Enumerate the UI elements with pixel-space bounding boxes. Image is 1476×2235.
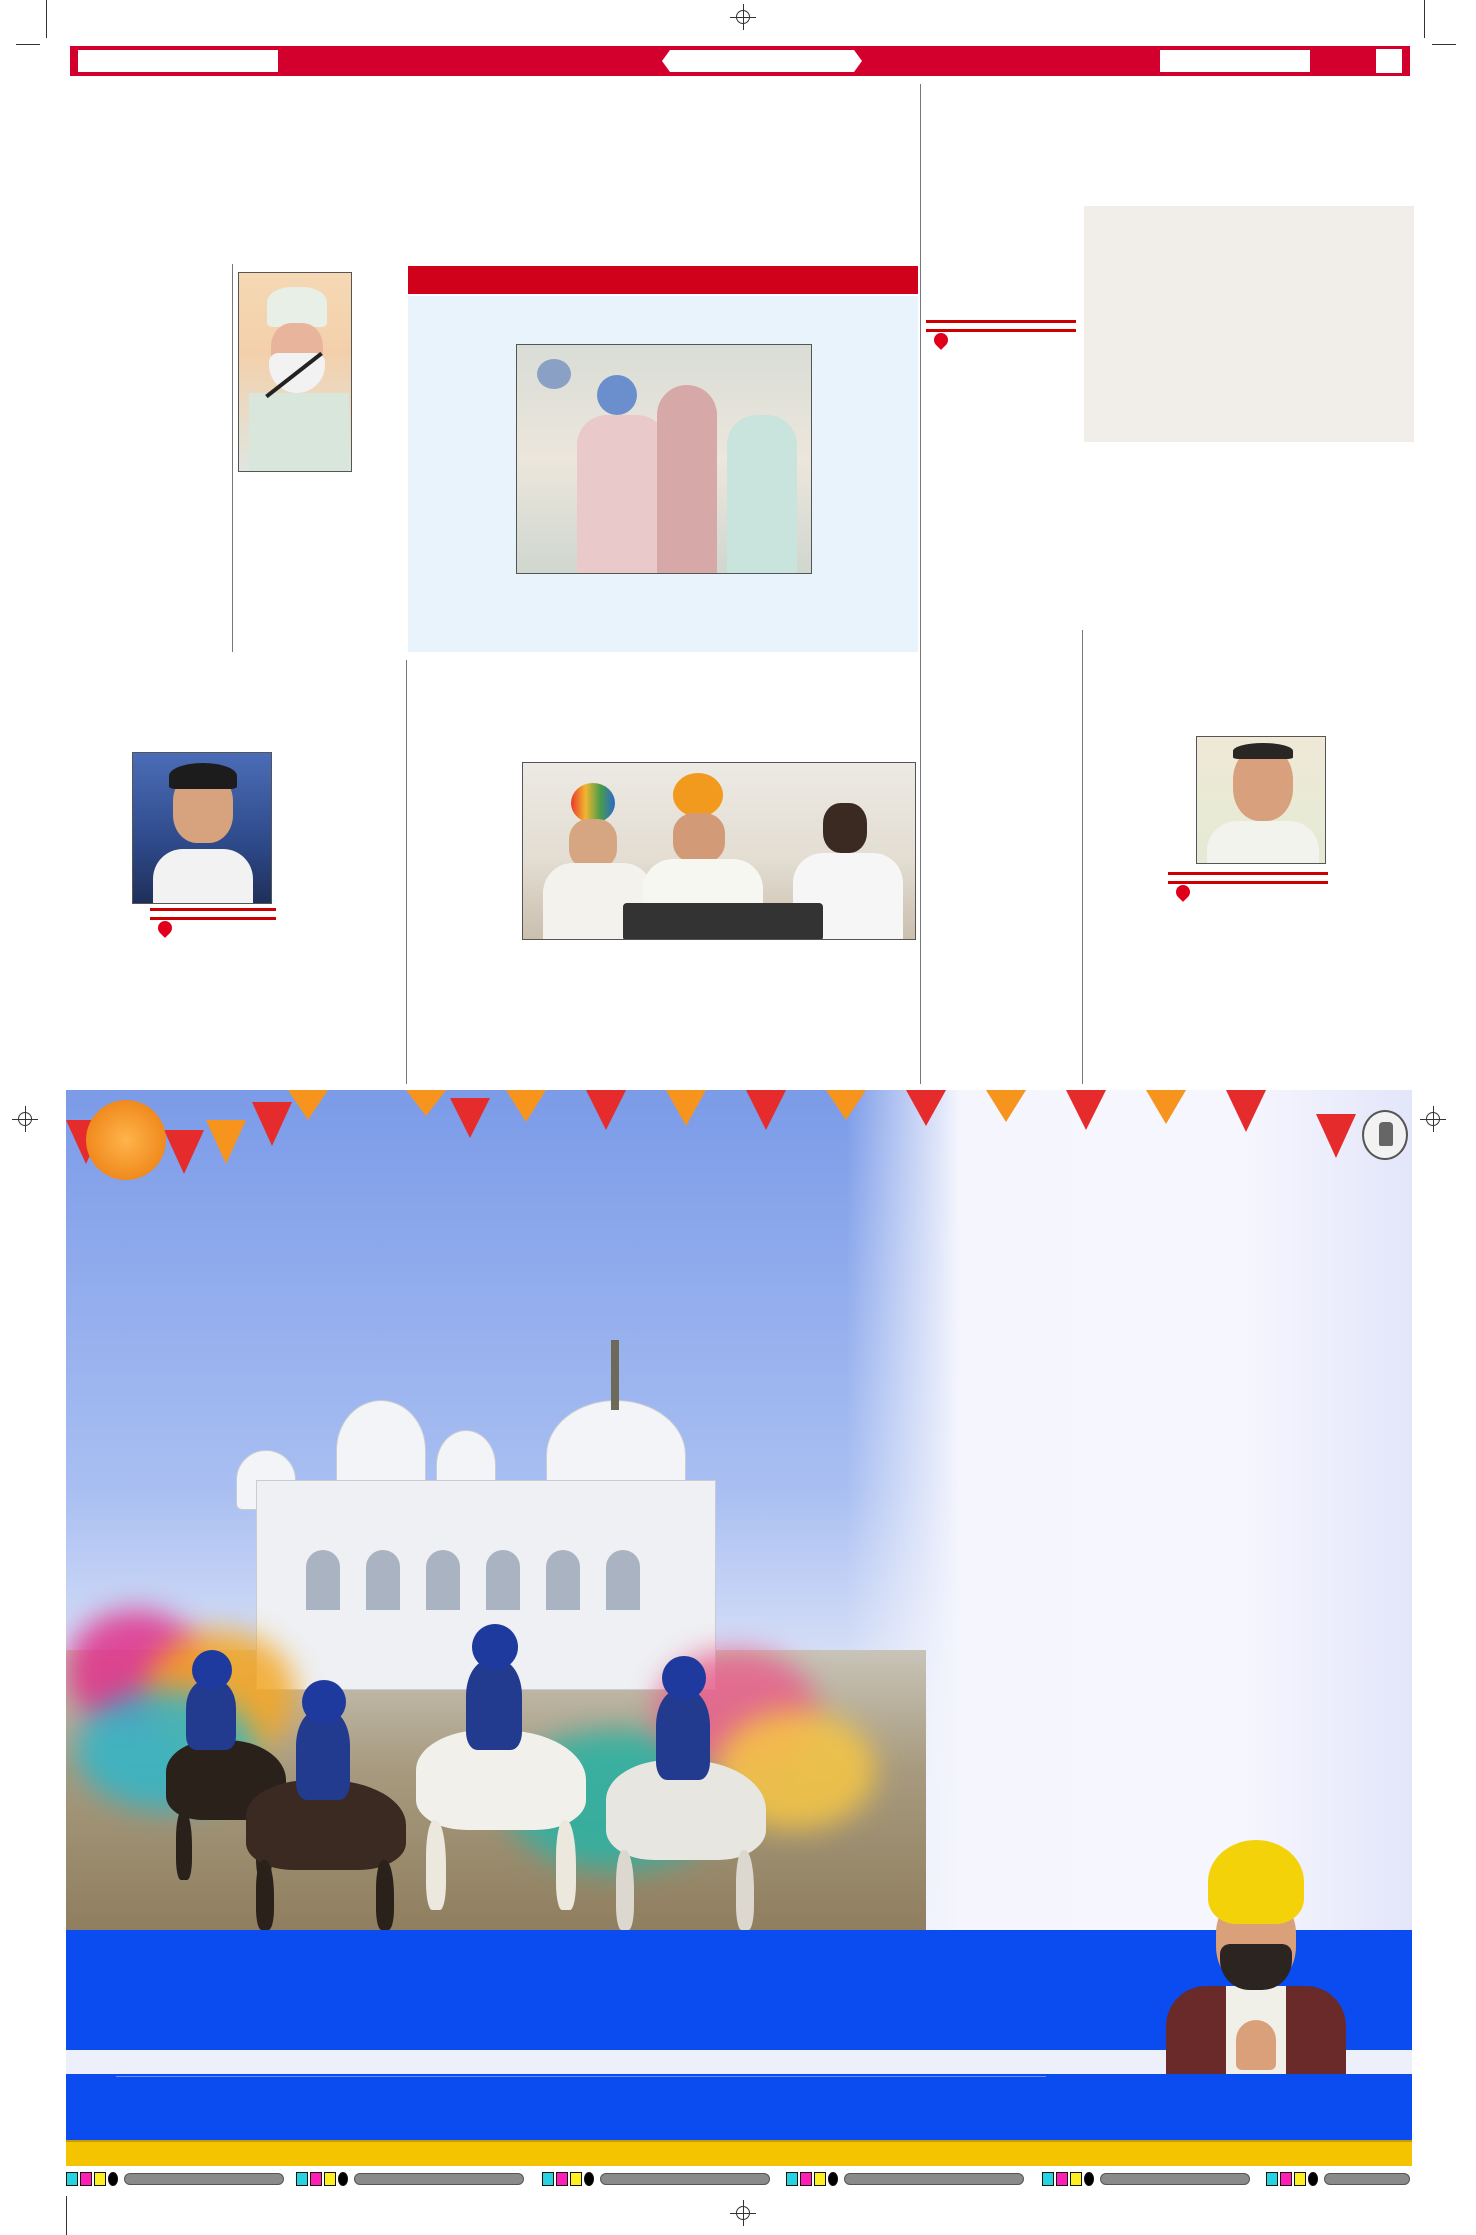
- department-bar: [66, 2140, 1412, 2166]
- issue-date: [78, 50, 278, 72]
- article-body: [412, 596, 914, 650]
- page-number: [1376, 49, 1402, 73]
- article-body: [64, 984, 226, 1070]
- article-body: [1088, 230, 1410, 438]
- article-body: [926, 394, 1076, 626]
- registration-mark-icon: [730, 4, 756, 30]
- article-body: [1250, 688, 1412, 732]
- registration-mark-icon: [12, 1106, 38, 1132]
- article-body: [1088, 734, 1192, 876]
- column-rule: [1082, 630, 1083, 1084]
- article-body: [1254, 932, 1412, 1070]
- article-body: [64, 264, 184, 652]
- bunting-flag-icon: [206, 1120, 246, 1164]
- column-rule: [920, 84, 921, 1084]
- bunting-flag-icon: [1226, 1090, 1266, 1132]
- hola-mohalla-advertisement: [66, 1090, 1412, 2092]
- bunting-flag-icon: [506, 1090, 546, 1122]
- print-color-bar: [66, 2170, 1412, 2188]
- bunting-flag-icon: [164, 1130, 204, 1174]
- article-body: [220, 728, 402, 754]
- bullet-pin-icon: [155, 918, 175, 938]
- bunting-flag-icon: [986, 1090, 1026, 1122]
- bunting-flag-icon: [746, 1090, 786, 1130]
- newspaper-name: [1160, 50, 1310, 72]
- punjab-government-emblem-icon: [1362, 1110, 1408, 1160]
- bunting-flag-icon: [450, 1098, 490, 1138]
- article-body: [926, 694, 1078, 1070]
- article-body: [818, 344, 914, 580]
- article-body: [666, 298, 914, 342]
- registration-mark-icon: [1420, 1106, 1446, 1132]
- article-body: [1330, 734, 1412, 926]
- article-body: [412, 762, 516, 976]
- bullet-pin-icon: [931, 330, 951, 350]
- gulf-war-callout: [926, 320, 1076, 332]
- folio-bar: [70, 46, 1410, 76]
- crop-mark: [16, 44, 40, 45]
- bunting-flag-icon: [1316, 1114, 1356, 1158]
- photo-justice-ranjit-singh: [238, 272, 352, 472]
- article-body: [64, 754, 128, 902]
- postmortem-headline-strip: [408, 266, 918, 294]
- cm-message: [116, 1940, 1076, 1982]
- bunting-flag-icon: [906, 1090, 946, 1126]
- crop-mark: [66, 2196, 67, 2235]
- article-body: [1088, 446, 1244, 578]
- article-body: [522, 944, 916, 1070]
- article-body: [278, 754, 402, 982]
- divider: [116, 2076, 1046, 2077]
- photo-ashwani-sharma: [1196, 736, 1326, 864]
- article-body: [64, 904, 146, 982]
- bunting-flag-icon: [288, 1090, 328, 1120]
- nihang-rider: [586, 1650, 786, 1930]
- signatory-block: [66, 2074, 1412, 2140]
- article-body: [412, 344, 510, 580]
- bunting-flag-icon: [826, 1090, 866, 1120]
- mining-mafia-callout: [1168, 872, 1328, 884]
- fortis-callout: [150, 908, 276, 920]
- registration-mark-icon: [730, 2200, 756, 2226]
- article-body: [1088, 932, 1248, 1070]
- photo-varinder-ghuman: [132, 752, 272, 904]
- article-body: [412, 298, 660, 342]
- column-rule: [232, 264, 233, 652]
- photo-chief-minister: [1096, 1840, 1406, 2090]
- bunting-flag-icon: [1066, 1090, 1106, 1130]
- article-body: [64, 728, 214, 754]
- section-name: [662, 50, 862, 72]
- article-body: [1088, 880, 1164, 928]
- crop-mark: [46, 0, 47, 38]
- article-body: [1088, 688, 1238, 732]
- bunting-flag-icon: [1146, 1090, 1186, 1124]
- nihang-rider: [226, 1680, 426, 1930]
- bunting-flag-icon: [586, 1090, 626, 1130]
- bullet-pin-icon: [1173, 882, 1193, 902]
- article-body: [238, 494, 352, 652]
- crop-mark: [1432, 44, 1456, 45]
- article-body: [412, 980, 516, 1070]
- photo-family-members: [516, 344, 812, 574]
- article-body: [926, 208, 1076, 304]
- photo-partap-bajwa-press-conference: [522, 762, 916, 940]
- crop-mark: [1424, 0, 1425, 38]
- article-body: [236, 984, 402, 1070]
- ad-background: [846, 1090, 1412, 1950]
- column-rule: [406, 660, 407, 1084]
- anniversary-seal-icon: [86, 1100, 166, 1180]
- article-body: [1254, 446, 1410, 578]
- bunting-flag-icon: [666, 1090, 706, 1126]
- bunting-flag-icon: [406, 1090, 446, 1116]
- bunting-flag-icon: [252, 1102, 292, 1146]
